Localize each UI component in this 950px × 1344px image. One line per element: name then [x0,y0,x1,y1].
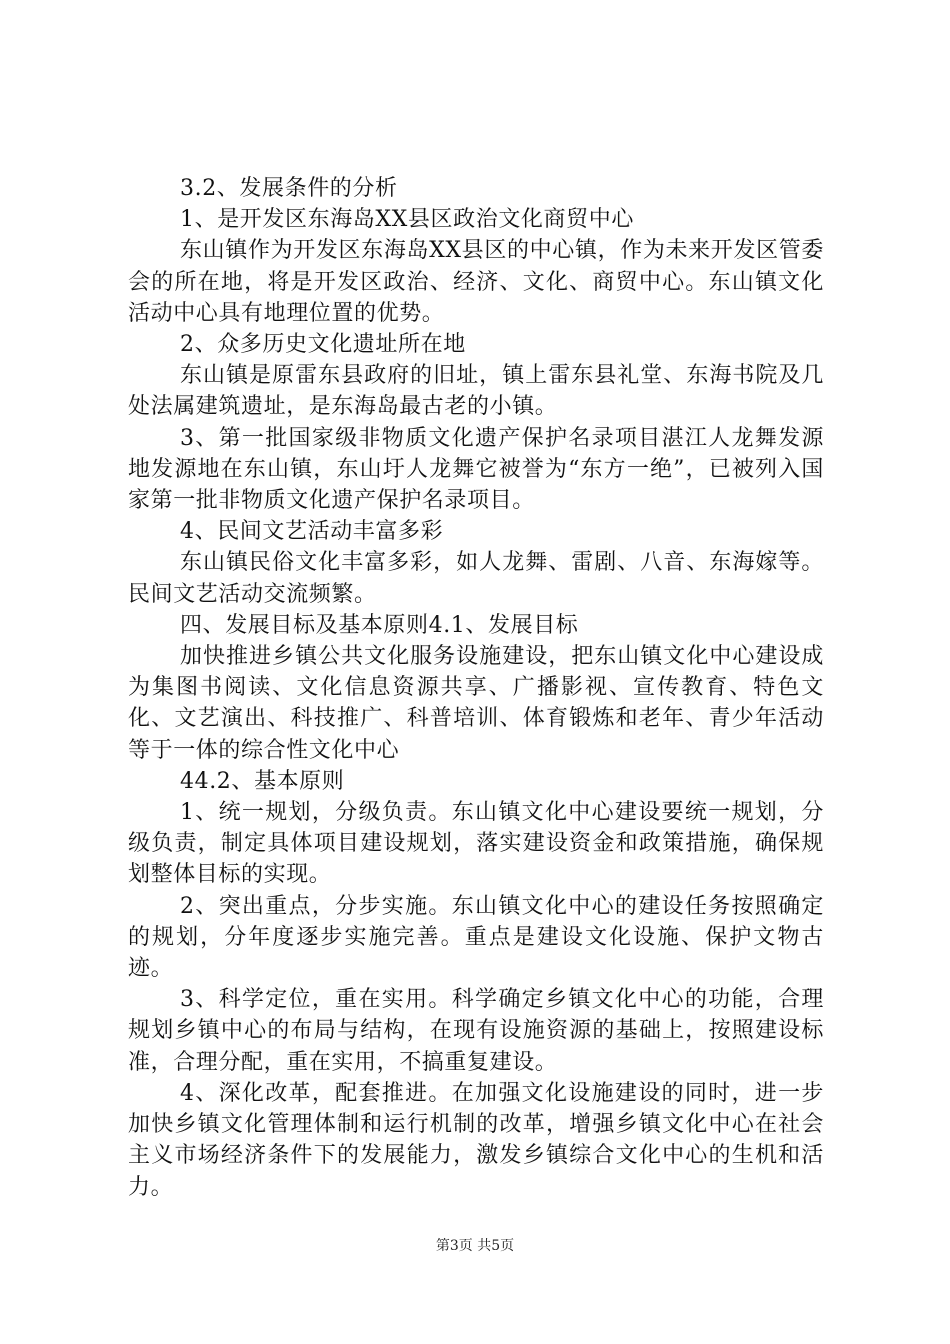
page-footer: 第3页 共5页 [435,1238,515,1254]
paragraph: 东山镇作为开发区东海岛XX县区的中心镇，作为未来开发区管委会的所在地，将是开发区政治、经济、文化、商贸中心。东山镇文化活动中心具有地理位置的优势。 [128,238,824,326]
subheading: 2、众多历史文化遗址所在地 [180,332,466,358]
paragraph: 3、科学定位，重在实用。科学确定乡镇文化中心的功能，合理规划乡镇中心的布局与结构，在现有设施资源的基础上，按照建设标准，合理分配，重在实用，不搞重复建设。 [128,987,824,1075]
section-heading: 3.2、发展条件的分析 [180,176,398,201]
subheading: 4、民间文艺活动丰富多彩 [180,519,444,545]
paragraph: 加快推进乡镇公共文化服务设施建设，把东山镇文化中心建设成为集图书阅读、文化信息资源共享、广播影视、宣传教育、特色文化、文艺演出、科技推广、科普培训、体育锻炼和老年、青少年活动等于一体的综合性文化中心 [128,644,824,763]
paragraph: 4、深化改革，配套推进。在加强文化设施建设的同时，进一步加快乡镇文化管理体制和运行机制的改革，增强乡镇文化中心在社会主义市场经济条件下的发展能力，激发乡镇综合文化中心的生机和活力。 [128,1080,824,1200]
paragraph: 1、统一规划，分级负责。东山镇文化中心建设要统一规划，分级负责，制定具体项目建设规划，落实建设资金和政策措施，确保规划整体目标的实现。 [128,800,824,888]
paragraph: 东山镇民俗文化丰富多彩，如人龙舞、雷剧、八音、东海嫁等。民间文艺活动交流频繁。 [128,550,824,607]
section-heading: 四、发展目标及基本原则4.1、发展目标 [180,612,579,638]
paragraph: 2、突出重点，分步实施。东山镇文化中心的建设任务按照确定的规划，分年度逐步实施完善。重点是建设文化设施、保护文物古迹。 [128,893,824,982]
document-body [128,173,824,1203]
paragraph: 3、第一批国家级非物质文化遗产保护名录项目湛江人龙舞发源地发源地在东山镇，东山圩人龙舞它被誉为“东方一绝”，已被列入国家第一批非物质文化遗产保护名录项目。 [128,425,824,514]
paragraph: 东山镇是原雷东县政府的旧址，镇上雷东县礼堂、东海书院及几处法属建筑遗址，是东海岛最古老的小镇。 [128,363,824,420]
section-heading: 44.2、基本原则 [180,768,345,794]
subheading: 1、是开发区东海岛XX县区政治文化商贸中心 [180,207,634,233]
